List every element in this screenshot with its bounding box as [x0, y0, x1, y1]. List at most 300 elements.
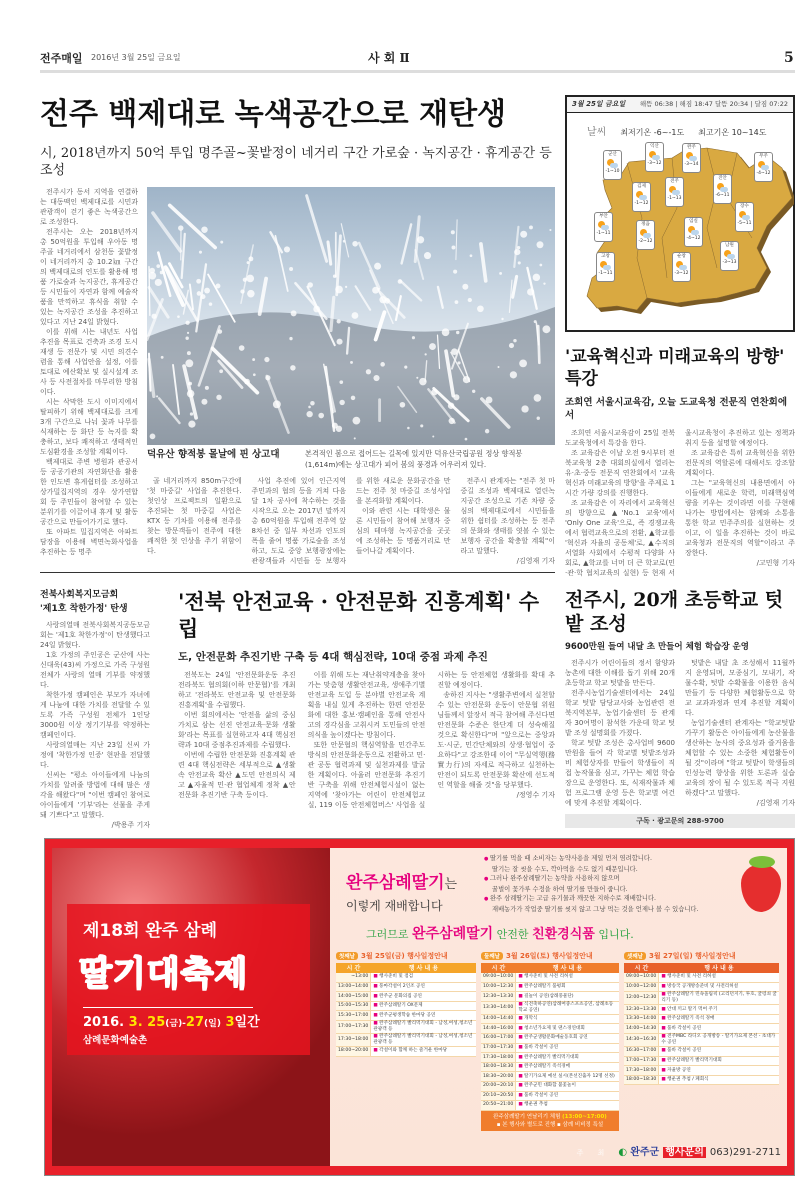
event-text: 품바 각설이 공연 [524, 1093, 558, 1098]
city-temp: -3~13 [723, 260, 737, 265]
time-cell: 09:00~10:00 [481, 973, 516, 983]
event-cell: ■ 안대 끼고 딸기 먹여 주기 [659, 1005, 779, 1015]
city-temp: -4~12 [757, 171, 771, 176]
school-garden-headline: 전주시, 20개 초등학교 텃밭 조성 [565, 588, 795, 636]
city-temp: -4~12 [687, 236, 701, 241]
reporter-byline: /정영수 기자 [437, 790, 555, 800]
paragraph: 이번에 수립한 안전문화 진흥계획 관련 4대 핵심전략은 세부적으로 ▲생활 속 안전교육 확산 ▲도민 안전의식 제고 ▲자율적 민·관 협업체계 정착 ▲안전문화 추진기반 구축 등이다. [178, 750, 296, 800]
paragraph: 조 교육감은 특히 교육혁신을 위한 전문직의 역할론에 대해서도 강조할 계획이다. [685, 448, 795, 478]
city-name: 장수 [740, 204, 749, 209]
main-headline: 전주 백제대로 녹색공간으로 재탄생 [40, 95, 555, 135]
ad-footer [336, 1135, 781, 1158]
time-cell: 15:30~17:00 [336, 1011, 371, 1021]
city-temp: -2~12 [639, 239, 653, 244]
time-cell: 18:00~20:00 [336, 1047, 371, 1057]
time-cell: 14:00~14:30 [624, 1024, 659, 1034]
col-event: 행 사 내 용 [371, 963, 476, 973]
schedule-row [624, 1005, 779, 1015]
schedule-title [481, 951, 619, 963]
photo-caption [147, 448, 555, 470]
paragraph: 조 교육감은 이 자리에서 교육혁신의 방향으로 ▲'No.1 교육'에서 'Only One 교육'으로, 즉 경쟁교육에서 협력교육으로의 전환, ▲학교를 '혁신과 자율의 공동체'로, ▲수직의 서열화 사회에서 수평적 다양화 사회로, ▲학교를 너머 더 큰 학교로(민·관·학 협치교육의 실현) 등 현재 서울시교육청이 추진하고 있는 정책과 취지 등을 설명할 예정이다. [565, 428, 795, 578]
event-cell: ■ 완주삼례딸기 빨리먹기대회 - 남성,여성,청소년관광객 등 [371, 1034, 476, 1047]
date-part: 3. 25 [129, 1015, 166, 1030]
day-title: 3월 26일(토) 행사일정안내 [506, 952, 593, 960]
event-text: 품바 각설이 공연 [667, 1026, 701, 1031]
event-text: 안대 끼고 딸기 먹여 주기 [667, 1007, 717, 1012]
festival-edition: 제18회 완주 삼례 [83, 916, 217, 941]
section-name: 사 회 Ⅱ [368, 49, 410, 66]
time-cell: 13:00~14:00 [336, 982, 371, 992]
strawberry-festival-ad [44, 838, 795, 1176]
event-text: 풍마각설이 2인조 공연 [379, 984, 425, 989]
bullet-line: 재배농가가 작업중 딸기를 씻지 않고 그냥 먹는 것을 언제나 볼 수 있습니다. [484, 905, 733, 915]
time-cell: 18:00~18:30 [481, 1062, 516, 1072]
time-cell: 17:00~17:30 [624, 1056, 659, 1066]
brand-suffix: 는 [445, 877, 458, 892]
schedule-row [481, 1091, 619, 1101]
paragraph: 텃밭은 내달 초 조성해서 11월까지 운영되며, 모종심기, 모내기, 작물수확, 텃밭 수확물을 이용한 음식 만들기 등 다양한 체험활동으로 학교 교과과정과 연계 추진할 계획이다. [685, 658, 795, 718]
welfare-article-subtitle: '제1호 착한가정' 탄생 [40, 602, 150, 616]
event-cell: ■ 완주삼례딸기 즉석 경매 [659, 1014, 779, 1024]
page-header [40, 0, 795, 95]
city-name: 완주 [687, 145, 696, 150]
event-cell: ■ 길놀이 공연(삼례풍물단) [516, 992, 619, 1002]
school-garden-body [565, 658, 795, 808]
welfare-article-title: 전북사회복지모금회 [40, 588, 150, 602]
edu-lecture-headline: '교육혁신과 미래교육의 방향' 특강 [565, 346, 795, 390]
date-part: 27 [186, 1015, 204, 1030]
paragraph: 송하진 지사는 "생활주변에서 실천할 수 있는 안전문화 운동이 안문협 위원님들께서 앞장서 적극 참여해 주신다면 안전문화 수준은 한단계 더 성숙해질 것으로 확신한다"며 "앞으로는 중앙과 도·시군, 민간단체와의 상생·협업이 중요하다"고 강조한데 이어 "무실역행(務實力行)의 자세로 적극하고 실천하는 안전이 되도록 안전문화 확산에 선도적인 역할을 해줄 것"을 당부했다. [437, 690, 555, 790]
schedule-row [481, 1072, 619, 1082]
event-cell: ■ 행사준비 및 사전 리허설 [516, 973, 619, 983]
festival-name [79, 946, 248, 995]
time-cell: 18:00~18:30 [624, 1075, 659, 1085]
weather-box [565, 95, 795, 332]
event-text: 품바 각설이 공연 [667, 1048, 701, 1053]
slogan-part: 친환경식품 [532, 927, 595, 942]
time-cell: 13:30~14:00 [481, 1001, 516, 1014]
festival-info-panel [330, 848, 787, 1166]
cultivation-info [336, 854, 781, 915]
city-name: 무주 [759, 154, 768, 159]
city-forecast [735, 202, 754, 232]
time-cell: 20:10~20:50 [481, 1091, 516, 1101]
partly-cloudy-icon [649, 151, 660, 160]
partly-cloudy-icon [640, 229, 651, 238]
bullet-line: 꿀벌이 꽃가루 수정을 하여 딸기를 만들어 줍니다. [484, 885, 733, 895]
schedule-row [624, 973, 779, 983]
paragraph: 전주시는 오는 2018년까지 총 50억원을 투입해 우아동 명주골 네거리에서 삼천동 꽃밭정이 네거리까지 총 10.2㎞ 구간의 백제대로의 인도를 활용해 명품 가로숲과 녹지공간, 휴게공간 등 시민들이 자연과 함께 예술작품을 만끽하고 휴식을 취할 수 있는 녹지공간 조성을 추진하고 있다고 지난 24일 밝혔다. [40, 227, 138, 327]
paragraph: 사업 추진에 있어 인근지역 주민과의 협의 등을 거쳐 다음달 1차 공사에 착수하는 것을 시작으로 오는 2017년 말까지 총 60억원을 투입해 전주역 앞 8차선 중 일부 차선과 인도의 폭을 줄여 명품 가로숲을 조성하고, 도로 중앙 보행광장에는 관광객들과 시민들 등 보행자를 위한 새로운 문화공간을 만드는 전주 첫 마중길 조성사업을 본격화할 계획이다. [252, 476, 451, 566]
event-text: 완주군평생학습 한마당 공연 [379, 1013, 435, 1018]
event-text: 완주삼례딸기 즉석 경매 [667, 1016, 714, 1021]
time-cell: 17:30~18:00 [336, 1034, 371, 1047]
time-cell: 16:30~17:00 [624, 1047, 659, 1057]
strawberry-icon [741, 864, 781, 912]
city-name: 임실 [689, 219, 698, 224]
city-name: 전주 [670, 179, 679, 184]
col-event: 행 사 내 용 [659, 963, 779, 973]
event-cell: ■ 풍마각설이 2인조 공연 [371, 982, 476, 992]
city-temp: -1~12 [635, 201, 649, 206]
paragraph: 조 교육감은 이날 오전 9시부터 전북교육청 2층 대회의실에서 열리는 유·초·중등 전문직 연찬회에서 '교육혁신과 미래교육의 방향'을 주제로 1시간 가량 강의를 진행한다. [565, 448, 675, 498]
city-forecast [596, 252, 615, 282]
event-cell: ■ 완주삼례딸기 민속올림픽 (고리던지기, 투호, 굴렁쇠 굴리기 등) [659, 992, 779, 1005]
reporter-byline: /김영재 기자 [685, 798, 795, 808]
schedule-row [624, 1047, 779, 1057]
event-cell: ■ 행운권 추첨 [516, 1101, 619, 1111]
schedule-row [624, 1056, 779, 1066]
schedule-row [481, 1024, 619, 1034]
paragraph: 신씨는 "평소 아이들에게 나눔의 가치를 알려줄 방법에 대해 많은 생각을 해왔다"며 "이번 캠페인 참여로 아이들에게 '기부'라는 선물을 주게 돼 기쁘다"고 말했다. [40, 770, 150, 820]
weather-label: 날씨 [587, 123, 606, 138]
strawberry-photo [52, 848, 330, 1166]
page-number: 5 [784, 50, 794, 66]
photo-caption-text: 본격적인 봄으로 접어드는 길목에 있지만 덕유산국립공원 정상 향적봉(1,614m)에는 상고대가 피어 봄의 풍경과 어우러져 있다. [305, 448, 555, 470]
safety-plan-subheadline: 도, 안전문화 추진기반 구축 등 4대 핵심전략, 10대 중점 과제 추진 [178, 650, 555, 664]
city-temp: -1~10 [606, 169, 620, 174]
partly-cloudy-icon [739, 211, 750, 220]
event-text: 완주삼례딸기 빨리먹기대회 [524, 1055, 579, 1060]
event-text: 방송국 공개방송준비 및 사전리허설 [667, 984, 738, 989]
main-article [40, 95, 555, 573]
day-title: 3월 27일(일) 행사일정안내 [649, 952, 736, 960]
event-cell: ■ 행사준비 및 사전 리허설 [659, 973, 779, 983]
day-tag: 둘째날 [481, 952, 503, 960]
paragraph: 학교 텃밭 조성은 총사업비 9600만원을 들여 각 학교별 텃밭조성과 비 체험상자를 만들어 학생들이 직접 농작물을 심고, 가꾸는 체험 학습장으로 운영한다. 또, 식재작물과 체험 프로그램 운영 등은 학교별 여건에 맞게 추진할 계획이다. [565, 738, 675, 808]
time-cell: ~13:00 [336, 973, 371, 983]
event-text: 청소년가요제 및 댄스경연대회 [524, 1026, 585, 1031]
schedule-row [481, 973, 619, 983]
top-section [40, 95, 795, 578]
edu-lecture-subheadline: 조희연 서울시교육감, 오늘 도교육청 전문직 연찬회에서 [565, 396, 795, 422]
schedule-day-2 [481, 951, 619, 1131]
reporter-byline: /김영재 기자 [461, 556, 556, 566]
reporter-byline: /박용주 기자 [40, 820, 150, 830]
city-forecast [632, 182, 651, 212]
event-cell: ■ 완주삼례딸기 OX문제 [371, 1001, 476, 1011]
date-part: 3 [225, 1015, 234, 1030]
schedule-row [624, 1024, 779, 1034]
event-cell: ■ 자율방 공연 [659, 1066, 779, 1076]
paragraph: 이와 관련 시는 대학생은 물론 시민들이 참여해 보행자 중심의 테마형 녹지공간을 곳곳에 조성하는 등 명품거리로 만들어나갈 계획이다. [356, 506, 451, 556]
slogan-part: 입니다. [598, 928, 633, 941]
schedule-row [336, 1047, 476, 1057]
schedule-tables [336, 951, 781, 1131]
safety-plan-article [160, 588, 555, 810]
city-forecast [672, 252, 691, 282]
city-temp: -1~11 [599, 271, 613, 276]
event-text: 완주삼례딸기 품평회 [524, 984, 565, 989]
event-cell: ■ 완주삼례딸기 빨리먹기대회 [659, 1056, 779, 1066]
time-cell: 12:00~12:30 [624, 992, 659, 1005]
city-temp: -1~13 [668, 196, 682, 201]
photo-caption-title: 덕유산 향적봉 몰날에 핀 상고대 [147, 448, 297, 461]
weather-date: 3월 25일 금요일 [572, 100, 625, 109]
time-cell: 17:30~18:00 [624, 1066, 659, 1076]
festival-dates [83, 1011, 260, 1030]
event-text: 행사준비 및 점검 [379, 974, 413, 979]
event-cell: ■ 완주삼례딸기 품평회 [516, 982, 619, 992]
partly-cloudy-icon [717, 183, 728, 192]
footer-time: (13:00~17:00) [562, 1114, 607, 1120]
date-part: (일) [204, 1019, 221, 1029]
festival-title-box [67, 904, 310, 1055]
edu-lecture-body [565, 428, 795, 578]
event-cell: ■ 품바 각설이 공연 [516, 1091, 619, 1101]
event-text: 행사준비 및 사전 리허설 [524, 974, 573, 979]
event-cell: ■ 완주군평생학습 한마당 공연 [371, 1011, 476, 1021]
paragraph: 또 아파트 밀집지역은 아파트 담장을 이용해 벽면녹화사업을 추진하는 등 명주 [40, 527, 138, 557]
schedule-row [481, 1062, 619, 1072]
time-cell: 14:00~15:00 [336, 992, 371, 1002]
city-name: 부안 [599, 214, 608, 219]
time-cell: 20:50~21:00 [481, 1101, 516, 1111]
schedule-row [481, 1034, 619, 1044]
schedule-row [481, 1101, 619, 1111]
bullet-line: 완주 삼례딸기는 고급 유기물과 깨끗한 지하수로 재배합니다. [490, 895, 656, 902]
paragraph: 전주시농업기술센터에서는 24일 학교 텃밭 담당교사와 농업관련 전북지역본부, 농업기술센터 등 관계자 30여명이 참석한 가운데 학교 텃밭 조성 설명회를 가졌다. [565, 688, 675, 738]
event-text: 길놀이 공연(삼례풍물단) [524, 994, 573, 999]
date-part: 일간 [235, 1015, 260, 1030]
time-cell: 10:00~12:30 [481, 982, 516, 992]
city-temp: -1~11 [597, 231, 611, 236]
divider [83, 1007, 253, 1008]
time-cell: 14:40~16:00 [481, 1024, 516, 1034]
schedule-row [481, 1082, 619, 1092]
city-name: 김제 [637, 184, 646, 189]
festival-name-part: 딸 [79, 954, 113, 994]
partly-cloudy-icon [686, 152, 697, 161]
paragraph: 전북도는 24일 '안전문화운동 추진 전라북도 협의회(이하 안문협)'를 개최하고 '전라북도 안전교육 및 안전문화 진흥계획'을 수립했다. [178, 670, 296, 710]
host-name: 완주군 [630, 1147, 659, 1158]
paragraph: 전주시가 어린이들의 정서 함양과 농촌에 대한 이해를 돕기 위해 20개 초등학교 학교 텃밭을 만든다. [565, 658, 675, 688]
paragraph: 백제대로 주변 병원과 관공서 등 공공기관의 자연화단을 활용한 인도변 휴게쉼터를 조성하고 상가밀집지역의 경우 상가연합회 등 주민들이 참여할 수 있는 분위기를 이끌어내 휴게 및 활동공간으로 만들어가기로 했다. [40, 457, 138, 527]
festival-venue: 삼례문화예술촌 [83, 1032, 147, 1046]
city-name: 군산 [608, 152, 617, 157]
paragraph: 1호 가정의 주인공은 군산에 사는 신대욱(43)씨 가정으로 가족 구성원 전체가 사랑의 열매 기부를 약정했다. [40, 650, 150, 690]
time-cell: 09:00~10:00 [624, 973, 659, 983]
schedule-row [624, 1066, 779, 1076]
schedule-row [336, 973, 476, 983]
event-text: 완주삼례딸기 빨리먹기대회 - 남성,여성,청소년관광객 등 [373, 1034, 472, 1045]
eco-slogan [366, 923, 781, 943]
schedule-row [481, 982, 619, 992]
city-name: 남원 [725, 243, 734, 248]
time-cell: 15:00~15:30 [336, 1001, 371, 1011]
date-part: (금)- [165, 1019, 186, 1029]
event-cell: ■ 행사준비 및 점검 [371, 973, 476, 983]
schedule-row [624, 1034, 779, 1047]
time-cell: 10:00~12:00 [624, 982, 659, 992]
bullet-line: 딸기를 먹을 때 소비자는 농약사용을 제일 먼저 염려합니다. [490, 855, 652, 862]
slogan-part: 그러므로 [366, 928, 409, 941]
city-name: 순창 [677, 254, 686, 259]
time-cell: 14:00~14:40 [481, 1014, 516, 1024]
paragraph: 이번 회의에서는 '안전을 삶의 중심 가치로 삼는 선진 안전교육·문화 생활화'라는 목표를 실현하고자 4대 핵심전략과 10대 중점추진과제를 수립했다. [178, 710, 296, 750]
partly-cloudy-icon [676, 261, 687, 270]
main-article-right [147, 187, 555, 566]
paragraph: 또한 안문협의 핵심역할을 민간주도 방식의 안전문화운동으로 전환하고 민·관 공동 협력과제 및 실천과제를 발굴한 계획이다. 아울러 안전문화 추진기반 구축을 위해 안전체험시설이 없는 지역에 '찾아가는 어린이 안전체험교실, 119 이동 안전체험버스' 사업을 실시하는 등 안전체험 생활화를 확대 추진할 예정이다. [308, 670, 555, 810]
schedule-day-1 [336, 951, 476, 1057]
safety-plan-body [160, 670, 555, 810]
partly-cloudy-icon [598, 221, 609, 230]
school-garden-subheadline: 9600만원 들여 내달 초 만들어 체험 학습장 운영 [565, 641, 795, 653]
low-temp-range: 최저기온 -6~-1도 [620, 127, 684, 138]
city-forecast [594, 212, 613, 242]
city-forecast [684, 217, 703, 247]
event-text: 완주삼례딸기 민속올림픽 (고리던지기, 투호, 굴렁쇠 굴리기 등) [661, 992, 776, 1003]
event-text: 전주MBC 라디오 공개방송 - 딸기가요제 본선 - 초대가수 공연 [661, 1034, 775, 1045]
slogan-part: 완주삼례딸기 [412, 926, 493, 942]
bullet-item [484, 894, 733, 914]
inquiry-label: 행사문의 [663, 1147, 706, 1158]
schedule-title [624, 951, 779, 963]
paragraph: 조희연 서울시교육감이 25일 전북도교육청에서 특강을 한다. [565, 428, 675, 448]
partly-cloudy-icon [688, 226, 699, 235]
temperature-summary [567, 113, 793, 138]
time-cell: 12:30~13:30 [624, 1005, 659, 1015]
day-tag: 첫째날 [336, 952, 358, 960]
inquiry-phone: 063)291-2711 [710, 1147, 781, 1158]
event-cell: ■ 행운권 추첨 / 폐회식 [659, 1075, 779, 1085]
time-cell: 20:00~20:10 [481, 1082, 516, 1092]
partly-cloudy-icon [758, 161, 769, 170]
paragraph: 시는 삭막한 도시 이미지에서 탈피하기 위해 백제대로를 크게 3개 구간으로 나눠 꽃과 나무를 식재하는 등 화단 등 녹지를 확충하고, 보다 쾌적하고 생태적인 도심환경을 조성할 계획이다. [40, 397, 138, 457]
schedule-row [624, 982, 779, 992]
event-cell: ■ 식전축하공연(삼례여중스포츠공연, 삼례초등학교 공연) [516, 1001, 619, 1014]
wanju-logo-icon: ◐ [618, 1147, 627, 1158]
city-forecast [754, 152, 773, 182]
footer-text: 완주삼례딸기 연날리기 체험 [493, 1114, 560, 1120]
schedule-row [624, 992, 779, 1005]
event-text: 행사준비 및 사전 리허설 [667, 974, 716, 979]
paragraph: 이를 위해 도는 재난취약계층을 찾아가는 맞춤형 생활안전교육, 생애주기별 안전교육 도입 등 분야별 안전교육 계획을 내실 있게 추진하는 한편 안전문화에 대한 홍보·캠페인을 통해 안전사고의 경각심을 고취시켜 도민들의 안전의식을 높이겠다는 방침이다. [308, 670, 426, 740]
schedule-row [336, 992, 476, 1002]
event-cell: ■ 품바 각설이 공연 [516, 1043, 619, 1053]
snow-rime-photo [147, 187, 555, 445]
schedule-row [481, 1043, 619, 1053]
event-text: 각설이와 함께 하는 즐거운 한마당 [379, 1048, 447, 1053]
schedule-row [481, 1053, 619, 1063]
time-cell: 13:30~14:00 [624, 1014, 659, 1024]
event-cell: ■ 완주군생활문화예술동호회 공연 [516, 1034, 619, 1044]
slogan-part: 안전한 [497, 928, 529, 941]
issue-date: 2016년 3월 25일 금요일 [91, 52, 181, 63]
partly-cloudy-icon [636, 191, 647, 200]
school-garden-article [565, 588, 795, 828]
partly-cloudy-icon [600, 261, 611, 270]
time-cell: 16:00~17:00 [481, 1034, 516, 1044]
schedule-row [481, 1014, 619, 1024]
event-cell: ■ 완주삼례딸기 즉석경매 [516, 1062, 619, 1072]
paragraph: 전주시 관계자는 "전주 첫 마중길 조성과 백제대로 열린녹지공간 조성으로 기존 차량 중심의 백제대로에서 시민들을 위한 쉼터를 조성하는 등 전주의 문화와 생태를 엿볼 수 있는 보행자 공간을 확충할 계획"이라고 말했다. [461, 476, 556, 556]
event-text: 완주군 문화의집 공연 [379, 994, 422, 999]
event-cell: ■ 완주삼례딸기 빨리먹기대회 [516, 1053, 619, 1063]
brand-name: 완주삼례딸기 [346, 873, 445, 893]
city-temp: -6~11 [716, 193, 730, 198]
schedule-table [481, 963, 619, 1111]
schedule-title [336, 951, 476, 963]
cultivation-heading: 이렇게 재배합니다 [346, 897, 476, 914]
time-cell: 17:30~18:00 [481, 1053, 516, 1063]
event-cell: ■ 완주군민 대화합 불꽃놀이 [516, 1082, 619, 1092]
event-text: 완주삼례딸기 빨리먹기대회 - 남성,여성,청소년관광객 등 [373, 1021, 472, 1032]
schedule-table [336, 963, 476, 1057]
frost-branches-image [147, 187, 555, 445]
date-part: 2016. [83, 1015, 124, 1030]
header-divider [40, 70, 795, 73]
event-text: 개막식 [524, 1016, 537, 1021]
event-cell: ■ 개막식 [516, 1014, 619, 1024]
schedule-row [481, 1001, 619, 1014]
schedule-day-3 [624, 951, 779, 1086]
paragraph: 사랑의열매는 지난 23일 신씨 가정에 '착한가정 인증' 현판을 전달했다. [40, 740, 150, 770]
bullet-line: 딸기는 잘 씻을 수도, 깍아먹을 수도 없기 때문입니다. [484, 865, 733, 875]
paragraph: 골 네거리까지 850m구간에 '첫 마중길' 사업을 추진한다. 첫인상 프로젝트의 일환으로 추진되는 첫 마중길 사업은 KTX 등 기차를 이용해 전주를 찾는 방문객들이 전주에 대한 쾌적한 첫 인상을 주기 위함이다. [147, 476, 242, 556]
main-article-body [147, 476, 555, 566]
event-cell: ■ 각설이와 함께 하는 즐거운 한마당 [371, 1047, 476, 1057]
welfare-article-body [40, 620, 150, 830]
middle-section [40, 588, 795, 830]
paragraph: 전주시가 동서 지역을 연결하는 대동맥인 백제대로를 시민과 관광객이 걷기 좋은 녹색공간으로 조성한다. [40, 187, 138, 227]
col-time: 시 간 [481, 963, 516, 973]
city-forecast [603, 150, 622, 180]
welfare-article [40, 588, 150, 830]
brand-block [336, 854, 476, 914]
festival-name-part: 기 [113, 954, 147, 994]
city-forecast [682, 143, 701, 173]
event-cell: ■ 품바 각설이 공연 [659, 1024, 779, 1034]
city-forecast [713, 174, 732, 204]
event-cell: ■ 완주삼례딸기 빨리먹기대회 - 남성,여성,청소년관광객 등 [371, 1021, 476, 1034]
section-divider [40, 572, 555, 573]
city-name: 진안 [718, 176, 727, 181]
cultivation-bullets [484, 854, 733, 915]
schedule-row [624, 1014, 779, 1024]
city-forecast [665, 177, 684, 207]
sun-moon-times: 해뜸 06:38 | 해짐 18:47 달뜸 20:34 | 달짐 07:22 [640, 100, 788, 109]
time-cell: 17:00~17:30 [481, 1043, 516, 1053]
day-tag: 셋째날 [624, 952, 646, 960]
weather-header [567, 97, 793, 113]
city-temp: -3~12 [675, 271, 689, 276]
schedule-table [624, 963, 779, 1086]
city-temp: -5~11 [738, 221, 752, 226]
schedule-row [336, 982, 476, 992]
partly-cloudy-icon [607, 159, 618, 168]
partly-cloudy-icon [669, 186, 680, 195]
city-forecast [720, 241, 739, 271]
col-event: 행 사 내 용 [516, 963, 619, 973]
city-name: 익산 [650, 144, 659, 149]
city-name: 고창 [601, 254, 610, 259]
newspaper-name: 전주매일 [40, 50, 83, 66]
event-text: 완주삼례딸기 OX문제 [379, 1003, 422, 1008]
city-temp: -3~12 [648, 161, 662, 166]
event-cell: ■ 딸기가요제 예선 실시(본선진출자 12명 선정) [516, 1072, 619, 1082]
day-title: 3월 25일(금) 행사일정안내 [361, 952, 448, 960]
schedule-row [624, 1075, 779, 1085]
city-forecast [636, 220, 655, 250]
partly-cloudy-icon [724, 250, 735, 259]
paragraph: 농업기술센터 관계자는 "학교텃밭 가꾸기 활동은 아이들에게 농산물을 생산하는 농사의 중요성과 즐거움을 체험할 수 있는 소중한 체험활동이 될 것"이라며 "학교 텃밭이 학생들의 인성능력 향상을 위한 도론과 실습교육의 장이 될 수 있도록 적극 지원하겠다"고 말했다. [685, 718, 795, 798]
middle-left [40, 588, 555, 830]
main-subheadline: 시, 2018년까지 50억 투입 명주골~꽃밭정이 네거리 구간 가로숲 · 녹지공간 · 휴게공간 등 조성 [40, 145, 555, 179]
event-text: 완주삼례딸기 즉석경매 [524, 1064, 570, 1069]
col-time: 시 간 [624, 963, 659, 973]
event-text: 자율방 공연 [667, 1068, 691, 1073]
